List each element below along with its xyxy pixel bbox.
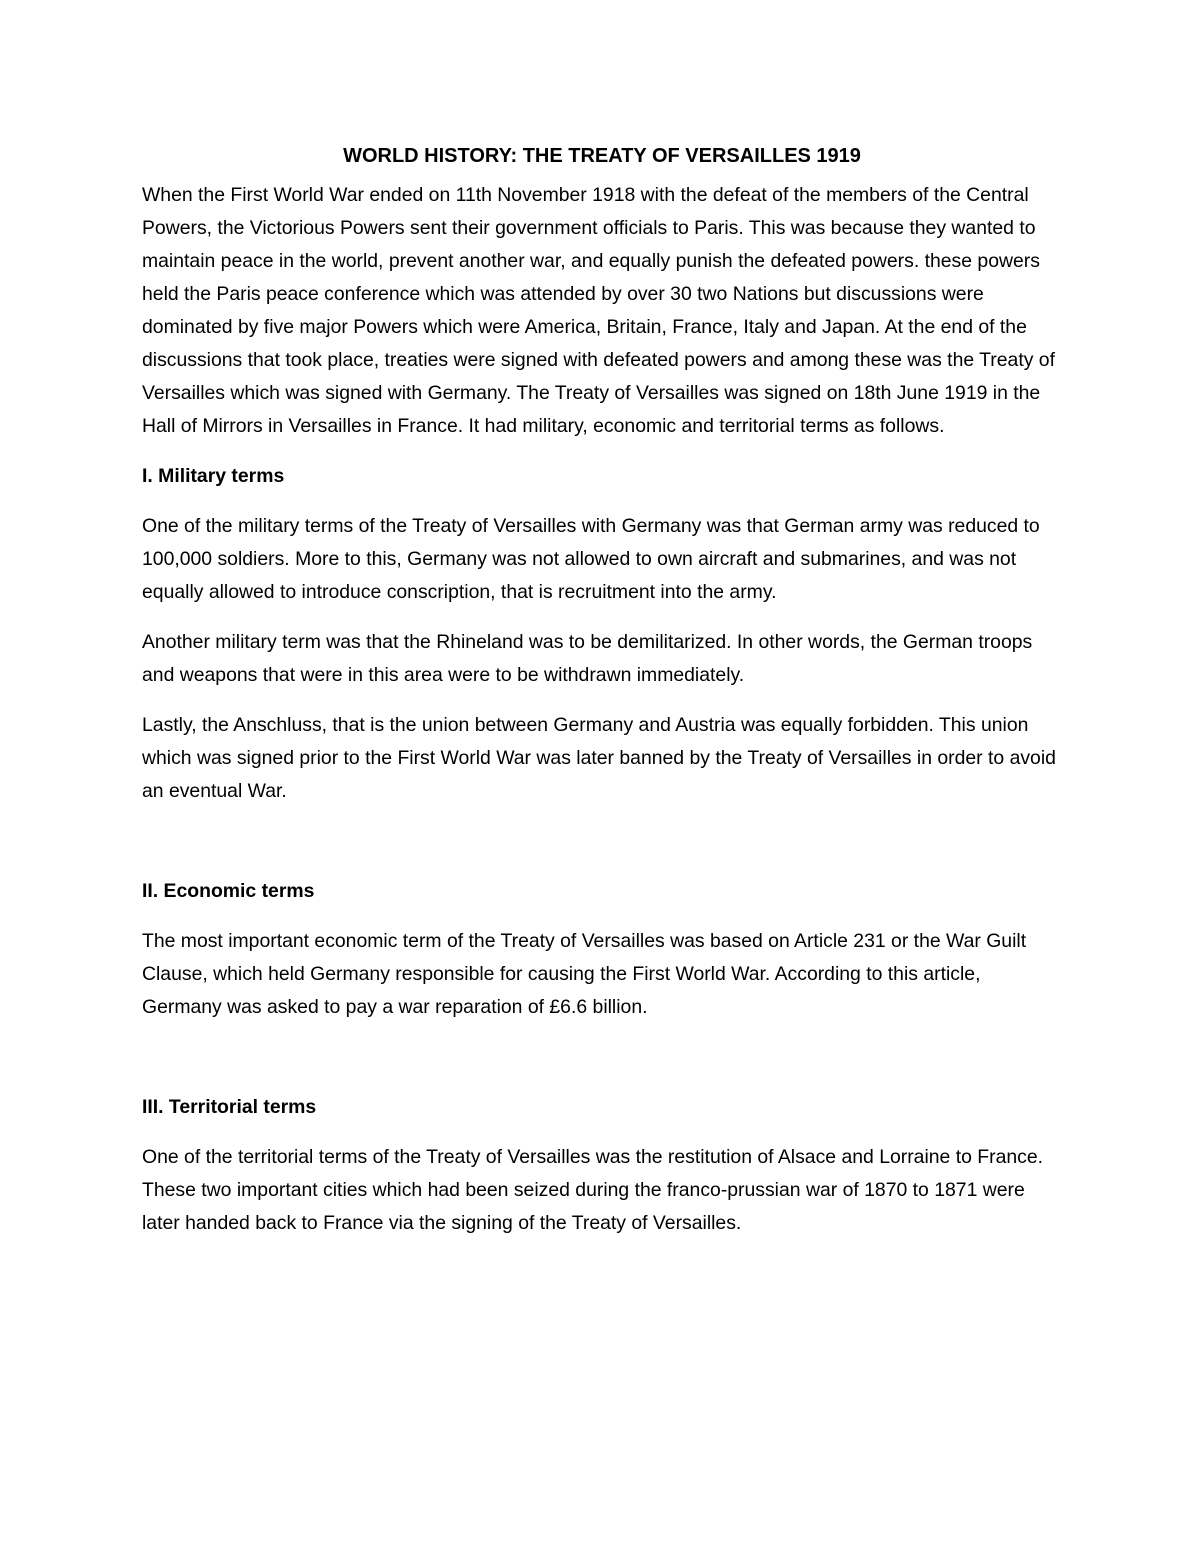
section-heading-territorial: III. Territorial terms: [142, 1096, 317, 1118]
intro-paragraph: When the First World War ended on 11th November 1918 with the defeat of the members of the Central Powers, the Victorious Powers sent their government officials to Paris. This was because they wanted to maintain peace in the world, prevent another war, and equally punish the defeated powers. these powers held the Paris peace conference which was attended by over 30 two Nations but discussions were dominated by five major Powers which were America, Britain, France, Italy and Japan. At the end of the discussions that took place, treaties were signed with defeated powers and among these was the Treaty of Versailles which was signed with Germany. The Treaty of Versailles was signed on 18th June 1919 in the Hall of Mirrors in Versailles in France. It had military, economic and territorial terms as follows.: [142, 184, 1055, 437]
section-heading-military: I. Military terms: [142, 465, 285, 487]
document-content: [142, 140, 1062, 1257]
military-paragraph-3: Lastly, the Anschluss, that is the union between Germany and Austria was equally forbidden. This union which was signed prior to the First World War was later banned by the Treaty of Versailles in order to avoid an eventual War.: [142, 714, 1056, 802]
section-spacer: [142, 825, 1062, 875]
document-title: WORLD HISTORY: THE TREATY OF VERSAILLES 1919: [343, 145, 861, 167]
military-paragraph-1: One of the military terms of the Treaty of Versailles with Germany was that German army was reduced to 100,000 soldiers. More to this, Germany was not allowed to own aircraft and submarines, and was not equally allowed to introduce conscription, that is recruitment into the army.: [142, 515, 1040, 603]
section-spacer: [142, 1041, 1062, 1091]
section-heading-economic: II. Economic terms: [142, 880, 315, 902]
economic-paragraph-1: The most important economic term of the Treaty of Versailles was based on Article 231 or the War Guilt Clause, which held Germany responsible for causing the First World War. According to this article, Germany was asked to pay a war reparation of £6.6 billion.: [142, 930, 1027, 1018]
territorial-paragraph-1: One of the territorial terms of the Treaty of Versailles was the restitution of Alsace and Lorraine to France. These two important cities which had been seized during the franco-prussian war of 1870 to 1871 were later handed back to France via the signing of the Treaty of Versailles.: [142, 1146, 1044, 1234]
military-paragraph-2: Another military term was that the Rhineland was to be demilitarized. In other words, the German troops and weapons that were in this area were to be withdrawn immediately.: [142, 631, 1033, 686]
